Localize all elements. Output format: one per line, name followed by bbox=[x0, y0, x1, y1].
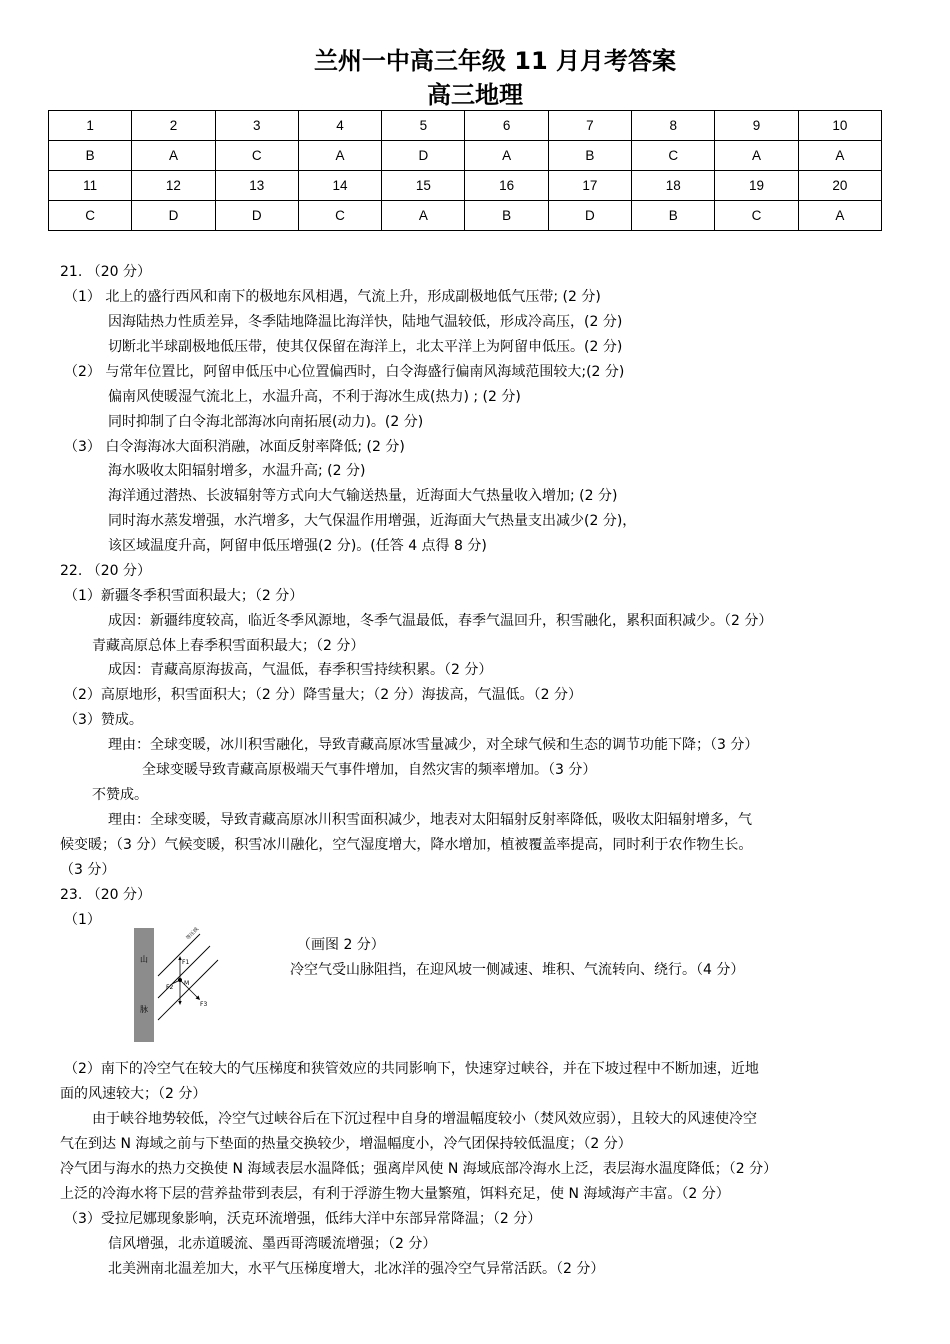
table-cell: C bbox=[632, 141, 715, 171]
text-line: 由于峡谷地势较低，冷空气过峡谷后在下沉过程中自身的增温幅度较小（焚风效应弱），且较大的风速使冷空 bbox=[92, 1111, 757, 1127]
label-f2: F2 bbox=[166, 984, 174, 991]
text-line: 信风增强，北赤道暖流、墨西哥湾暖流增强；（2 分） bbox=[108, 1236, 437, 1252]
table-cell: B bbox=[632, 201, 715, 231]
isobar-label: 等压线 bbox=[185, 926, 201, 942]
text-line: （1） bbox=[64, 912, 101, 928]
table-cell: 1 bbox=[49, 111, 132, 141]
table-cell: 4 bbox=[298, 111, 381, 141]
table-cell: 18 bbox=[632, 171, 715, 201]
table-cell: B bbox=[465, 201, 548, 231]
text-line: 海洋通过潜热、长波辐射等方式向大气输送热量，近海面大气热量收入增加; (2 分) bbox=[108, 488, 618, 504]
mountain-airflow-diagram bbox=[132, 926, 232, 1044]
table-cell: 9 bbox=[715, 111, 798, 141]
text-line: （画图 2 分） bbox=[297, 937, 385, 953]
text-line: 理由：全球变暖，冰川积雪融化，导致青藏高原冰雪量减少，对全球气候和生态的调节功能下降；（3 分） bbox=[108, 737, 759, 753]
q22-heading: 22. （20 分） bbox=[60, 563, 151, 579]
table-cell: 20 bbox=[798, 171, 881, 201]
table-cell: 15 bbox=[382, 171, 465, 201]
point-m bbox=[178, 978, 182, 982]
table-cell: 2 bbox=[132, 111, 215, 141]
text-line: （2） 与常年位置比，阿留申低压中心位置偏西时，白令海盛行偏南风海域范围较大;(2 分) bbox=[64, 364, 625, 380]
table-cell: D bbox=[132, 201, 215, 231]
table-cell: A bbox=[298, 141, 381, 171]
text-line: 青藏高原总体上春季积雪面积最大；（2 分） bbox=[92, 638, 365, 654]
text-line: 成因：新疆纬度较高，临近冬季风源地，冬季气温最低，春季气温回升，积雪融化，累积面积减少。（2 分） bbox=[108, 613, 773, 629]
table-cell: C bbox=[215, 141, 298, 171]
table-row bbox=[49, 171, 882, 201]
text-line: 海水吸收太阳辐射增多，水温升高; (2 分) bbox=[108, 463, 366, 479]
table-cell: 7 bbox=[548, 111, 631, 141]
text-line: 切断北半球副极地低压带，使其仅保留在海洋上，北太平洋上为阿留申低压。(2 分) bbox=[108, 339, 623, 355]
table-cell: 19 bbox=[715, 171, 798, 201]
text-line: （2）南下的冷空气在较大的气压梯度和狭管效应的共同影响下，快速穿过峡谷，并在下坡过程中不断加速，近地 bbox=[64, 1061, 759, 1077]
text-line: （2）高原地形，积雪面积大；（2 分）降雪量大；（2 分）海拔高，气温低。（2 分） bbox=[64, 687, 582, 703]
label-m: M bbox=[184, 980, 190, 987]
table-row bbox=[49, 111, 882, 141]
page-title: 兰州一中高三年级 11 月月考答案 bbox=[313, 47, 677, 75]
text-line: （3）受拉尼娜现象影响，沃克环流增强，低纬大洋中东部异常降温；（2 分） bbox=[64, 1211, 542, 1227]
page-subtitle: 高三地理 bbox=[427, 81, 523, 109]
text-line: 面的风速较大；（2 分） bbox=[60, 1086, 207, 1102]
table-cell: C bbox=[298, 201, 381, 231]
table-cell: D bbox=[215, 201, 298, 231]
text-line: （3 分） bbox=[60, 862, 116, 878]
table-cell: D bbox=[548, 201, 631, 231]
mountain-bar bbox=[134, 928, 154, 1042]
text-line: （1） 北上的盛行西风和南下的极地东风相遇，气流上升，形成副极地低气压带; (2 分) bbox=[64, 289, 601, 305]
answer-table bbox=[48, 110, 882, 231]
table-cell: A bbox=[715, 141, 798, 171]
arrow-head bbox=[178, 1001, 181, 1005]
table-cell: 10 bbox=[798, 111, 881, 141]
label-f1: F1 bbox=[182, 959, 190, 966]
text-line: 冷气团与海水的热力交换使 N 海域表层水温降低；强离岸风使 N 海域底部冷海水上泛，表层海水温度降低；（2 分） bbox=[60, 1161, 778, 1177]
text-line: 成因：青藏高原海拔高，气温低，春季积雪持续积累。（2 分） bbox=[108, 662, 493, 678]
text-line: 不赞成。 bbox=[92, 787, 148, 803]
table-cell: A bbox=[798, 141, 881, 171]
q23-heading: 23. （20 分） bbox=[60, 887, 151, 903]
table-cell: B bbox=[49, 141, 132, 171]
table-cell: 12 bbox=[132, 171, 215, 201]
table-cell: 11 bbox=[49, 171, 132, 201]
table-cell: A bbox=[132, 141, 215, 171]
table-cell: 8 bbox=[632, 111, 715, 141]
text-line: （3）赞成。 bbox=[64, 712, 143, 728]
table-cell: 13 bbox=[215, 171, 298, 201]
text-line: 上泛的冷海水将下层的营养盐带到表层，有利于浮游生物大量繁殖，饵料充足，使 N 海域海产丰富。（2 分） bbox=[60, 1186, 730, 1202]
table-cell: 5 bbox=[382, 111, 465, 141]
text-line: 因海陆热力性质差异，冬季陆地降温比海洋快，陆地气温较低，形成冷高压，(2 分) bbox=[108, 314, 623, 330]
text-line: （3） 白令海海冰大面积消融，冰面反射率降低; (2 分) bbox=[64, 439, 405, 455]
table-cell: 3 bbox=[215, 111, 298, 141]
q21-heading: 21. （20 分） bbox=[60, 264, 151, 280]
mountain-char-2: 脉 bbox=[140, 1005, 148, 1014]
text-line: 同时抑制了白令海北部海冰向南拓展(动力)。(2 分) bbox=[108, 414, 424, 430]
table-cell: 6 bbox=[465, 111, 548, 141]
text-line: （1）新疆冬季积雪面积最大；（2 分） bbox=[64, 588, 304, 604]
text-line: 北美洲南北温差加大，水平气压梯度增大，北冰洋的强冷空气异常活跃。（2 分） bbox=[108, 1261, 605, 1277]
mountain-char-1: 山 bbox=[140, 955, 148, 964]
text-line: 同时海水蒸发增强，水汽增多，大气保温作用增强，近海面大气热量支出减少(2 分)， bbox=[108, 513, 637, 529]
table-row bbox=[49, 141, 882, 171]
table-cell: A bbox=[465, 141, 548, 171]
text-line: 该区域温度升高，阿留申低压增强(2 分)。(任答 4 点得 8 分) bbox=[108, 538, 487, 554]
text-line: 冷空气受山脉阻挡，在迎风坡一侧减速、堆积、气流转向、绕行。（4 分） bbox=[290, 962, 745, 978]
label-f3: F3 bbox=[200, 1001, 208, 1008]
table-cell: C bbox=[49, 201, 132, 231]
table-cell: 14 bbox=[298, 171, 381, 201]
table-row bbox=[49, 201, 882, 231]
table-cell: B bbox=[548, 141, 631, 171]
text-line: 全球变暖导致青藏高原极端天气事件增加，自然灾害的频率增加。（3 分） bbox=[142, 762, 597, 778]
table-cell: C bbox=[715, 201, 798, 231]
text-line: 偏南风使暖湿气流北上，水温升高，不利于海冰生成(热力) ; (2 分) bbox=[108, 389, 521, 405]
isobar-line bbox=[158, 934, 200, 976]
table-cell: A bbox=[798, 201, 881, 231]
text-line: 气在到达 N 海域之前与下垫面的热量交换较少，增温幅度小，冷气团保持较低温度；（2 分） bbox=[60, 1136, 632, 1152]
table-cell: A bbox=[382, 201, 465, 231]
table-cell: D bbox=[382, 141, 465, 171]
text-line: 候变暖；（3 分）气候变暖，积雪冰川融化，空气湿度增大，降水增加，植被覆盖率提高，同时利于农作物生长。 bbox=[60, 837, 753, 853]
table-cell: 17 bbox=[548, 171, 631, 201]
text-line: 理由：全球变暖，导致青藏高原冰川积雪面积减少，地表对太阳辐射反射率降低，吸收太阳辐射增多，气 bbox=[108, 812, 752, 828]
table-cell: 16 bbox=[465, 171, 548, 201]
